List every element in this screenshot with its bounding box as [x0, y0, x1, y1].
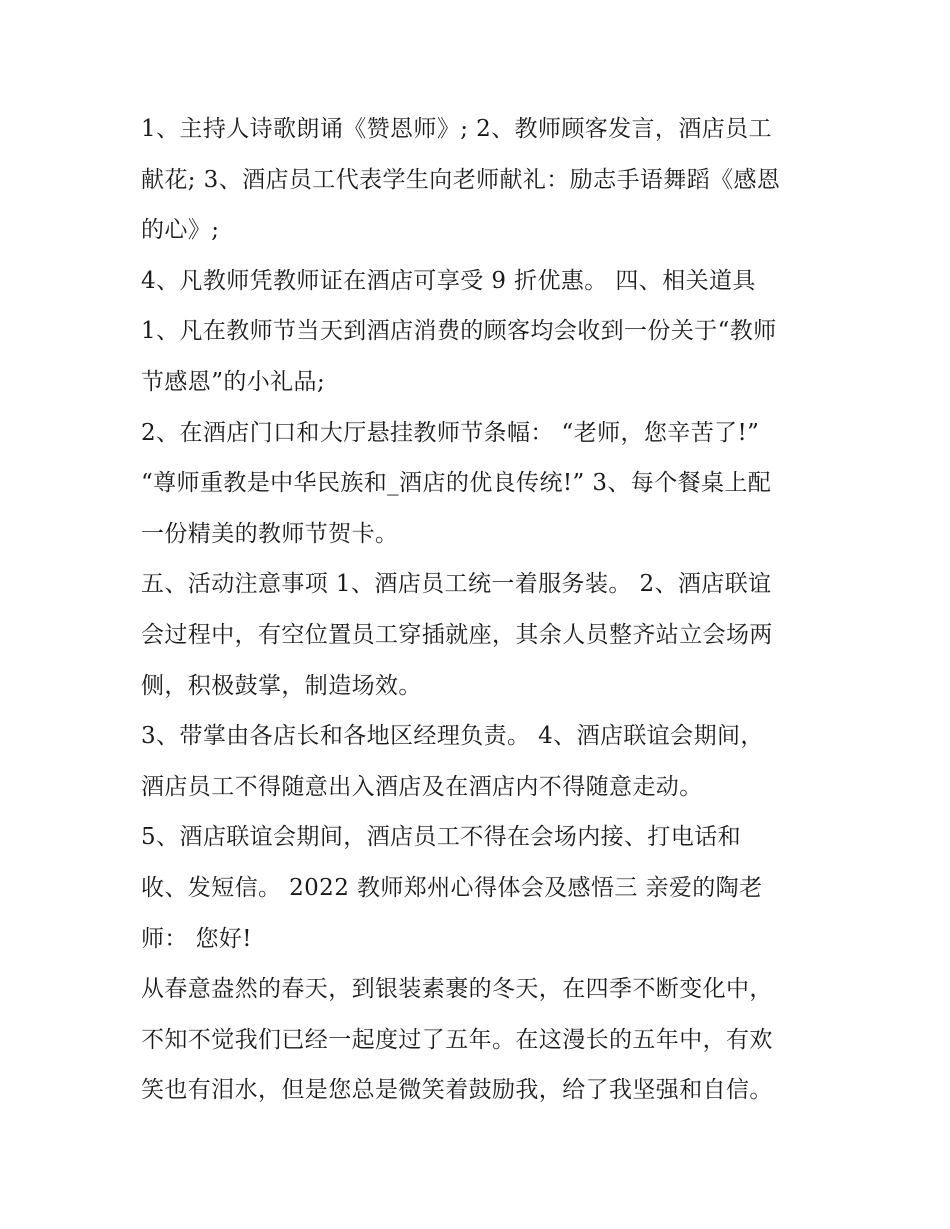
text-line: 1、凡在教师节当天到酒店消费的顾客均会收到一份关于“教师: [141, 318, 777, 345]
text-line: 献花; 3、酒店员工代表学生向老师献礼：励志手语舞蹈《感恩: [141, 166, 781, 193]
text-line: 五、活动注意事项 1、酒店员工统一着服务装。 2、酒店联谊: [141, 571, 772, 598]
text-line: 不知不觉我们已经一起度过了五年。在这漫长的五年中，有欢: [141, 1026, 773, 1053]
text-line: 的心》;: [141, 217, 220, 244]
text-line: 节感恩”的小礼品;: [141, 368, 326, 395]
text-line: 5、酒店联谊会期间，酒店员工不得在会场内接、打电话和: [141, 824, 742, 851]
text-line: 会过程中，有空位置员工穿插就座，其余人员整齐站立会场两: [141, 621, 773, 648]
text-line: 3、带掌由各店长和各地区经理负责。 4、酒店联谊会期间，: [141, 723, 764, 750]
text-line: 侧，积极鼓掌，制造场效。: [141, 672, 422, 699]
text-line: 从春意盎然的春天，到银装素裹的冬天，在四季不断变化中，: [141, 976, 773, 1003]
document-body: [141, 104, 821, 1116]
text-line: 师： 您好!: [141, 925, 252, 952]
text-line: “尊师重教是中华民族和_酒店的优良传统!” 3、每个餐桌上配: [141, 470, 772, 497]
text-line: 一份精美的教师节贺卡。: [141, 520, 399, 547]
text-line: 2、在酒店门口和大厅悬挂教师节条幅： “老师，您辛苦了!”: [141, 419, 760, 446]
text-line: 1、主持人诗歌朗诵《赞恩师》; 2、教师顾客发言，酒店员工: [141, 116, 772, 142]
text-line: 收、发短信。 2022 教师郑州心得体会及感悟三 亲爱的陶老: [141, 874, 763, 901]
text-line: 4、凡教师凭教师证在酒店可享受 9 折优惠。 四、相关道具: [141, 267, 756, 294]
text-line: 笑也有泪水，但是您总是微笑着鼓励我，给了我坚强和自信。: [141, 1077, 773, 1104]
text-line: 酒店员工不得随意出入酒店及在酒店内不得随意走动。: [141, 773, 703, 800]
